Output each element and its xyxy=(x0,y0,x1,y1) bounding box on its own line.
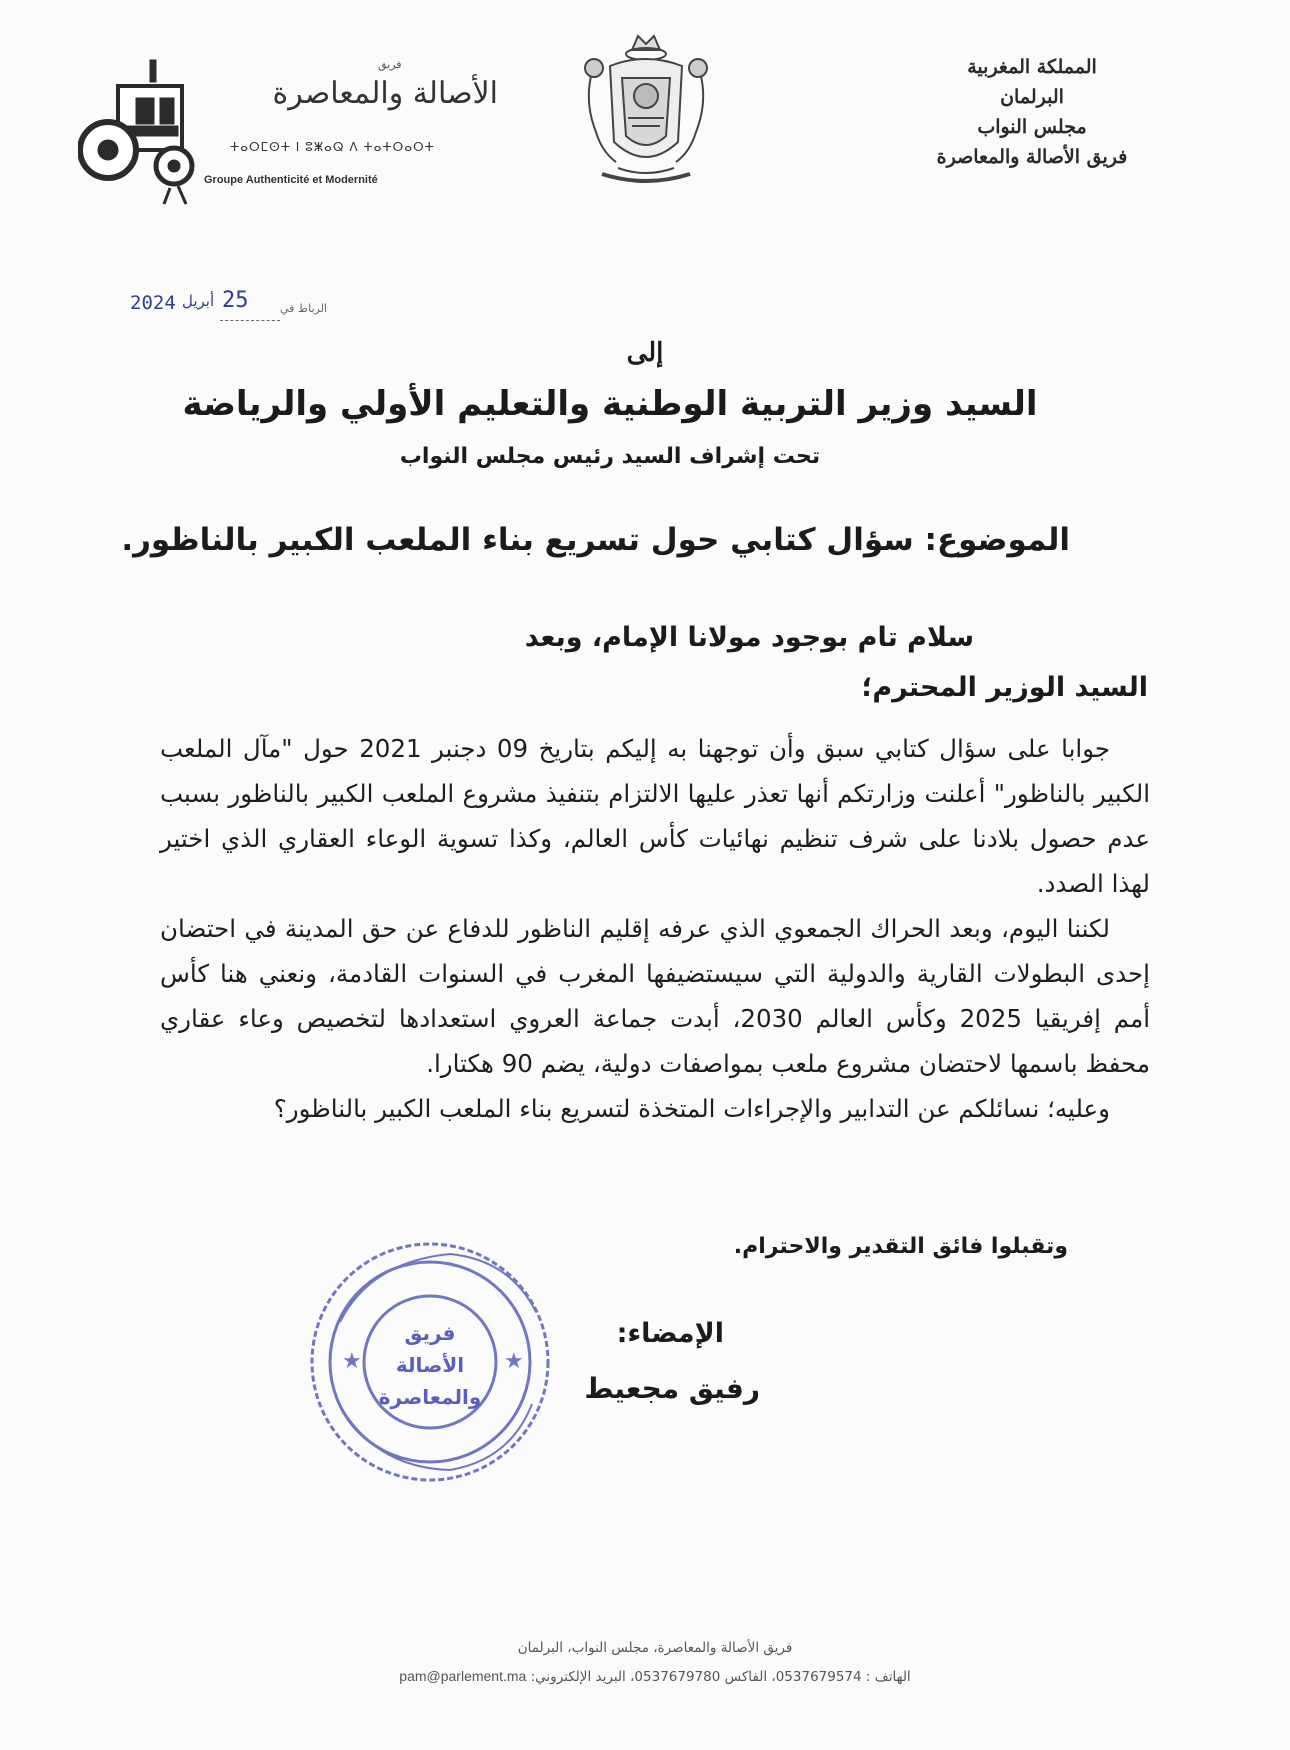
addressee-supervision: تحت إشراف السيد رئيس مجلس النواب xyxy=(399,444,821,469)
royal-emblem-icon xyxy=(562,22,730,190)
svg-text:★: ★ xyxy=(342,1349,362,1374)
date-place-label: الرباط في xyxy=(280,302,327,315)
letter-body xyxy=(160,726,1150,1131)
footer-phone-fax: الهاتف : 0537679574، الفاكس 0537679780، البريد الإلكتروني: xyxy=(530,1669,911,1685)
parliament-line: البرلمان xyxy=(1000,86,1064,108)
body-paragraph: وعليه؛ نسائلكم عن التدابير والإجراءات المتخذة لتسريع بناء الملعب الكبير بالناظور؟ xyxy=(273,1094,1110,1123)
to-label: إلى xyxy=(626,338,664,368)
date-stamp xyxy=(130,288,390,328)
footer-contacts xyxy=(220,1662,1090,1691)
logo-tifinagh-name: ⵜⴰⵔⵎⵙⵜ ⵏ ⵓⵥⴰⵕ ⴷ ⵜⴰⵜⵔⴰⵔⵜ xyxy=(230,140,435,154)
stamp-line: الأصالة xyxy=(395,1353,465,1377)
greeting: سلام تام بوجود مولانا الإمام، وبعد xyxy=(524,622,974,653)
subject-line: الموضوع: سؤال كتابي حول تسريع بناء الملعب الكبير بالناظور. xyxy=(121,522,1070,558)
party-logo xyxy=(78,58,498,208)
date-day: 25 xyxy=(222,288,249,313)
stamp-line: والمعاصرة xyxy=(378,1385,482,1409)
date-underline xyxy=(220,320,280,321)
logo-arabic-name: الأصالة والمعاصرة xyxy=(272,76,498,111)
svg-text:★: ★ xyxy=(504,1349,524,1374)
salutation: السيد الوزير المحترم؛ xyxy=(861,672,1148,703)
kingdom-line: المملكة المغربية xyxy=(967,56,1097,78)
addressee-minister: السيد وزير التربية الوطنية والتعليم الأولي والرياضة xyxy=(182,384,1038,424)
house-line: مجلس النواب xyxy=(977,116,1087,138)
date-month: أبريل xyxy=(182,292,215,310)
logo-french-name: Groupe Authenticité et Modernité xyxy=(204,174,378,186)
body-paragraph: جوابا على سؤال كتابي سبق وأن توجهنا به إليكم بتاريخ 09 دجنبر 2021 حول "مآل الملعب الكبير بالناظور" أعلنت وزارتكم أنها تعذر عليها الالتزام بتنفيذ مشروع الملعب الكبير بالناظور بسبب عدم حصول بلادنا على شرف تنظيم نهائيات كأس العالم، وكذا تسوية الوعاء العقاري الذي اختير لهذا الصدد. xyxy=(160,734,1150,898)
stamp-line: فريق xyxy=(404,1321,456,1345)
signature-label: الإمضاء: xyxy=(616,1318,724,1349)
footer-address: فريق الأصالة والمعاصرة، مجلس النواب، البرلمان xyxy=(517,1640,793,1656)
body-paragraph: لكننا اليوم، وبعد الحراك الجمعوي الذي عرفه إقليم الناظور للدفاع عن حق المدينة في احتضان إحدى البطولات القارية والدولية التي سيستضيفها المغرب في السنوات القادمة، ونعني هنا كأس أمم إفريقيا 2025 وكأس العالم 2030، أبدت جماعة العروي استعدادها لتخصيص وعاء عقاري محفظ باسمها لاحتضان مشروع ملعب بمواصفات دولية، يضم 90 هكتارا. xyxy=(160,914,1151,1078)
logo-small-text: فريق xyxy=(378,58,402,71)
footer xyxy=(220,1634,1090,1691)
official-stamp-icon xyxy=(300,1232,560,1492)
signatory-name: رفيق مجعيط xyxy=(584,1372,760,1405)
date-year: 2024 xyxy=(130,292,176,314)
closing-line: وتقبلوا فائق التقدير والاحترام. xyxy=(733,1234,1068,1259)
tractor-icon xyxy=(78,58,208,208)
group-line: فريق الأصالة والمعاصرة xyxy=(936,146,1128,168)
kingdom-header xyxy=(902,52,1162,172)
footer-email[interactable]: pam@parlement.ma xyxy=(399,1668,527,1684)
